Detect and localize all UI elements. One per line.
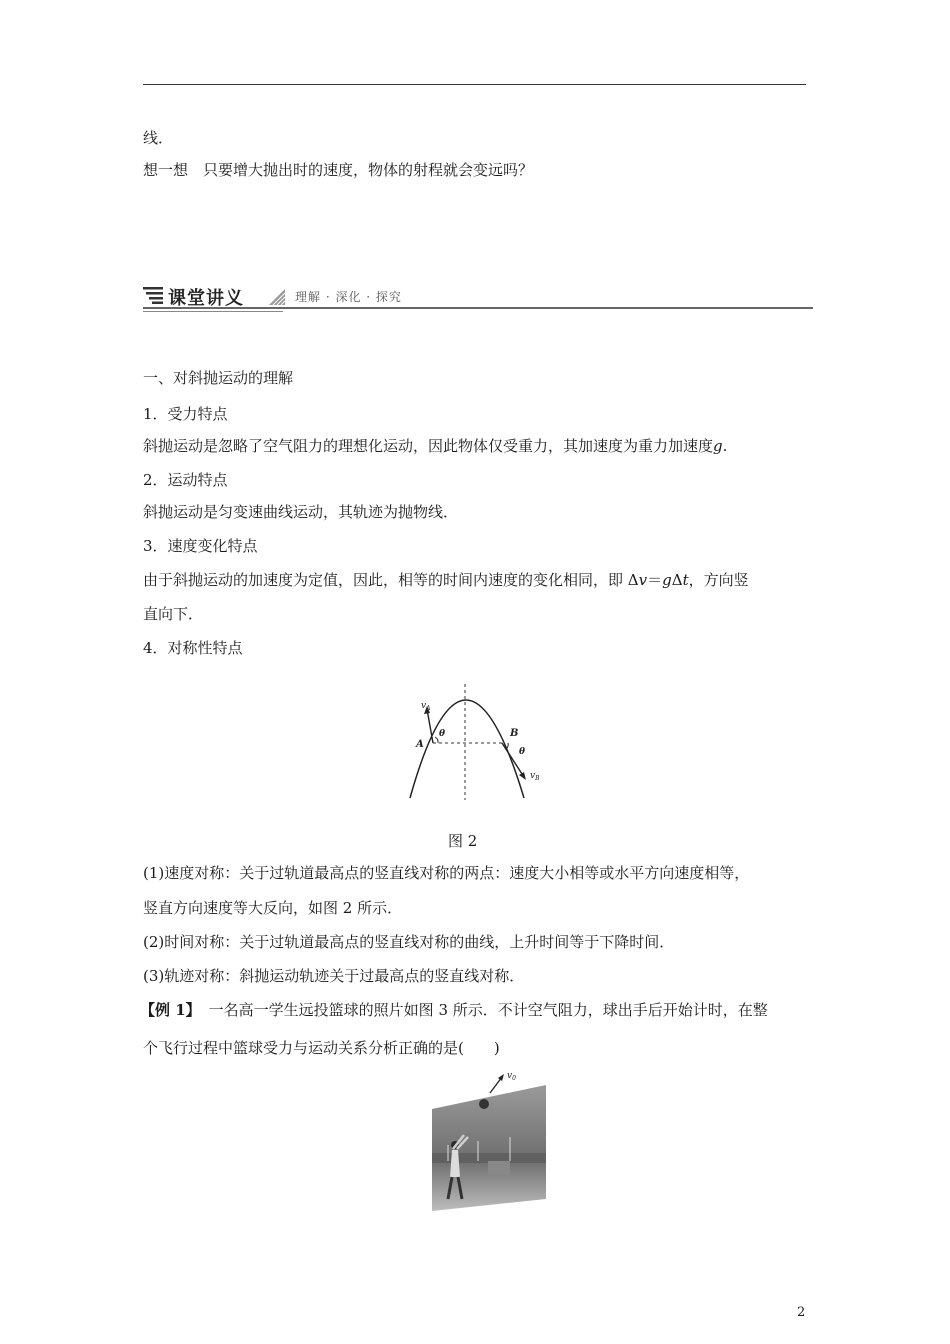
example-1-line-a: 【例 1】 一名高一学生远投篮球的照片如图 3 所示．不计空气阻力，球出手后开始计时，在整 bbox=[140, 1001, 768, 1019]
label-vb: $v_B$ bbox=[530, 771, 540, 782]
label-v0: $v_0$ bbox=[507, 1071, 516, 1082]
subheading-4: 4．对称性特点 bbox=[143, 639, 243, 657]
arrowhead-b-icon bbox=[519, 772, 526, 780]
text-line: 线． bbox=[143, 129, 174, 147]
angle-arc-a bbox=[435, 737, 438, 743]
paragraph-velocity-symmetry-a: (1)速度对称：关于过轨道最高点的竖直线对称的两点：速度大小相等或水平方向速度相等， bbox=[143, 864, 750, 882]
paragraph-trajectory-symmetry: (3)轨迹对称：斜抛运动轨迹关于过最高点的竖直线对称． bbox=[143, 967, 525, 985]
think-question: 想一想 只要增大抛出时的速度，物体的射程就会变远吗？ bbox=[143, 161, 534, 179]
subheading-1: 1．受力特点 bbox=[143, 405, 228, 423]
label-b: B bbox=[510, 728, 519, 739]
subheading-3: 3．速度变化特点 bbox=[143, 537, 258, 555]
paragraph-velocity-b: 直向下． bbox=[143, 605, 204, 623]
paragraph-time-symmetry: (2)时间对称：关于过轨道最高点的竖直线对称的曲线，上升时间等于下降时间． bbox=[143, 933, 675, 951]
paragraph-force: 斜抛运动是忽略了空气阻力的理想化运动，因此物体仅受重力，其加速度为重力加速度g. bbox=[143, 437, 728, 455]
section-title: 课堂讲义 bbox=[168, 288, 244, 309]
example-label: 【例 1】 bbox=[140, 1001, 201, 1019]
stripes-icon bbox=[143, 286, 163, 304]
figure-3-photo bbox=[428, 1065, 552, 1215]
section-rule bbox=[143, 307, 813, 309]
page-number: 2 bbox=[797, 1305, 806, 1320]
label-a: A bbox=[416, 739, 424, 750]
photo-wall-panel bbox=[488, 1161, 510, 1175]
section-rule-accent bbox=[143, 311, 283, 312]
section-subtitle: 理解 · 深化 · 探究 bbox=[295, 290, 402, 304]
figure-2-caption: 图 2 bbox=[448, 832, 478, 850]
label-theta-a: θ bbox=[439, 729, 446, 739]
heading-1: 一、对斜抛运动的理解 bbox=[143, 369, 294, 387]
velocity-a-arrow bbox=[427, 709, 433, 743]
paragraph-velocity-a: 由于斜抛运动的加速度为定值，因此，相等的时间内速度的变化相同，即 Δv＝gΔt，方向竖 bbox=[143, 571, 749, 589]
label-theta-b: θ bbox=[519, 747, 526, 757]
paragraph-motion: 斜抛运动是匀变速曲线运动，其轨迹为抛物线． bbox=[143, 503, 459, 521]
trajectory-curve bbox=[410, 700, 524, 798]
example-1-line-b: 个飞行过程中篮球受力与运动关系分析正确的是( ) bbox=[143, 1039, 500, 1057]
header-rule bbox=[143, 84, 806, 85]
section-header bbox=[143, 283, 813, 309]
paragraph-velocity-symmetry-b: 竖直方向速度等大反向，如图 2 所示． bbox=[143, 899, 403, 917]
label-va: $v_A$ bbox=[421, 701, 431, 712]
triangle-icon bbox=[269, 289, 285, 305]
basketball-icon bbox=[479, 1099, 489, 1109]
subheading-2: 2．运动特点 bbox=[143, 471, 228, 489]
figure-2-diagram bbox=[400, 682, 560, 802]
angle-arc-b bbox=[506, 743, 508, 749]
arrowhead-v0-icon bbox=[498, 1074, 504, 1081]
